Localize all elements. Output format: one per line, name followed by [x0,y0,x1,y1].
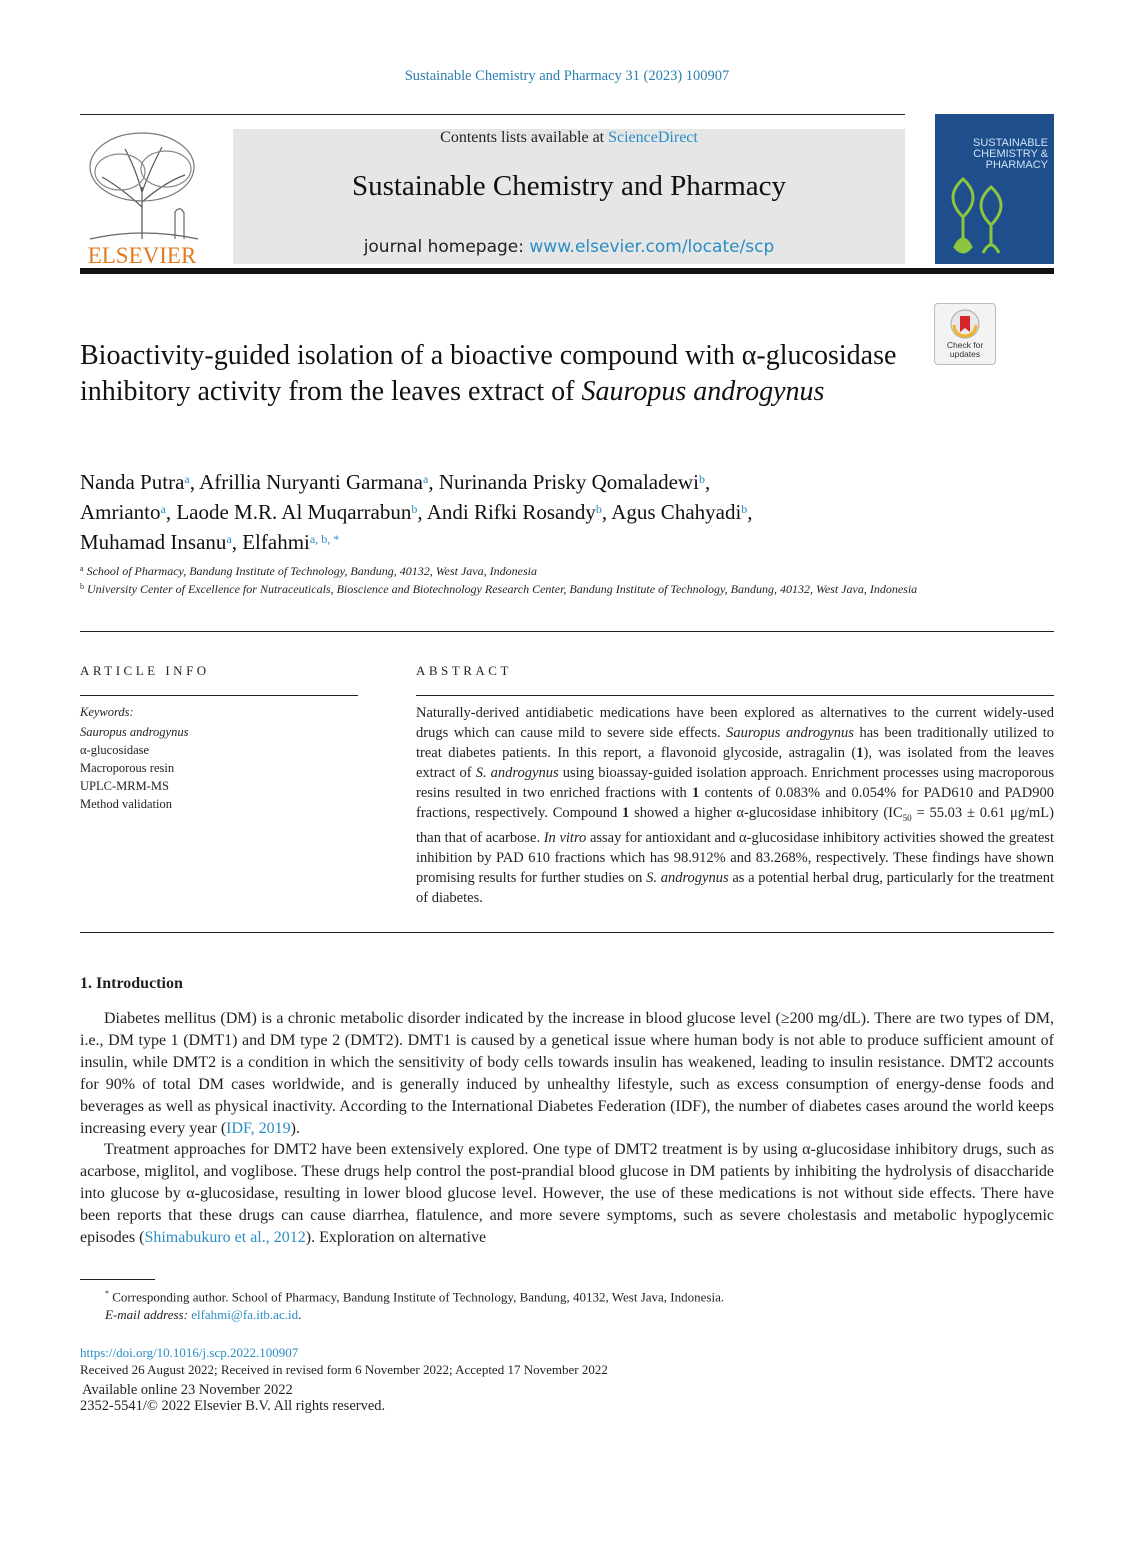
author-list: Nanda Putra$^a$, Afrillia Nuryanti Garmana$^a$, Nurinanda Prisky Qomaladewi$^b$, Amrianto$^a$, Laode M.R. Al Muqarrabun$^b$, Andi Rifki Rosandy$^b$, Agus Chahyadi$^b$, Muhamad Insanu$^a$, Elfahmi$^{a, b, *}$ [80,470,753,554]
leaf-drops-icon [941,159,1021,259]
title-text: Bioactivity-guided isolation of a bioactive compound with α-glucosidase inhibitory activity from the leaves extract of [80,340,897,407]
section-rule [80,932,1054,933]
article-title [80,338,920,410]
contents-line [233,129,905,147]
footnote-rule [80,1279,155,1280]
cover-line: CHEMISTRY & [973,148,1048,160]
journal-title: Sustainable Chemistry and Pharmacy [351,170,787,202]
affiliation-b [80,578,960,598]
title-species: Sauropus androgynus [581,376,825,407]
corresponding-author-note: * Corresponding author. School of Pharmacy, Bandung Institute of Technology, Bandung, 40132, West Java, Indonesia. [105,1289,725,1305]
author[interactable]: Muhamad Insanu$^a$ [80,530,232,554]
intro-paragraph-2: Treatment approaches for DMT2 have been extensively explored. One type of DMT2 treatment is by using α-glucosidase inhibitory drugs, such as acarbose, miglitol, and voglibose. These drugs help control the post-prandial blood glucose in DM patients by inhibiting the hydrolysis of disaccharide into glucose by α-glucosidase, resulting in lower blood glucose level. However, the use of these medications is not without side effects. There have been reports that these drugs can cause diarrhea, flatulence, and more severe symptoms, such as severe cholestasis and metabolic hypoglycemic episodes (Shimabukuro et al., 2012). Exploration on alternative [80,1141,1054,1246]
check-label-line: updates [949,349,981,359]
article-info-rule [80,695,358,696]
homepage-link[interactable]: www.elsevier.com/locate/scp [529,237,775,257]
check-label [935,341,995,359]
copyright: 2352-5541/© 2022 Elsevier B.V. All rights reserved. [80,1398,386,1414]
author[interactable]: Andi Rifki Rosandy$^b$ [426,500,602,524]
check-for-updates-button[interactable] [934,303,996,365]
affiliation-text: University Center of Excellence for Nutraceuticals, Bioscience and Biotechnology Research Center, Bandung Institute of Technology, Bandung, 40132, West Java, Indonesia [87,582,918,596]
journal-cover [935,114,1054,264]
affiliation-text: School of Pharmacy, Bandung Institute of Technology, Bandung, 40132, West Java, Indonesia [86,564,537,578]
affiliation-mark: a [80,564,84,573]
affiliation-mark: b [80,582,84,591]
keyword: UPLC-MRM-MS [80,779,169,793]
author[interactable]: Nurinanda Prisky Qomaladewi$^b$ [438,470,705,494]
introduction-heading: 1. Introduction [80,975,183,992]
check-label-line: Check for [946,340,984,350]
doi-link[interactable]: https://doi.org/10.1016/j.scp.2022.100907 [80,1345,299,1360]
keyword: Method validation [80,797,172,811]
email-link[interactable]: elfahmi@fa.itb.ac.id [191,1307,299,1322]
contents-prefix: Contents lists available at [440,129,609,146]
abstract-rule [416,695,1054,696]
svg-text:ELSEVIER: ELSEVIER [87,243,197,267]
keywords-label: Keywords: [80,705,134,719]
sciencedirect-link[interactable]: ScienceDirect [608,129,698,146]
keyword-list [80,723,188,813]
article-info-heading: ARTICLE INFO [80,663,210,678]
update-badge-icon [949,308,981,340]
keyword: Macroporous resin [80,761,175,775]
intro-paragraph-1: Diabetes mellitus (DM) is a chronic metabolic disorder indicated by the increase in blood glucose level (≥200 mg/dL). There are two types of DM, i.e., DM type 1 (DMT1) and DM type 2 (DMT2). DMT1 is caused by a genetical issue where human body is not able to produce sufficient amount of insulin, while DMT2 is a condition in which the sensitivity of body cells towards insulin has weakened, leading to insulin resistance. DMT2 accounts for 90% of total DM cases worldwide, and is generally induced by unhealthy lifestyle, such as excess consumption of energy-dense foods and beverages as well as physical inactivity. According to the International Diabetes Federation (IDF), the number of diabetes cases around the world keeps increasing every year (IDF, 2019). [80,1010,1054,1137]
header-thick-rule [80,268,1054,274]
citation-link[interactable]: Shimabukuro et al., 2012 [144,1229,306,1246]
available-online: Available online 23 November 2022 [82,1382,293,1398]
citation-link[interactable]: IDF, 2019 [226,1120,291,1137]
received-dates: Received 26 August 2022; Received in revised form 6 November 2022; Accepted 17 November 2022 [80,1362,608,1377]
cover-line: SUSTAINABLE [973,137,1048,149]
author[interactable]: Agus Chahyadi$^b$ [611,500,748,524]
elsevier-tree-icon [80,127,205,267]
homepage-prefix: journal homepage: [363,237,530,257]
abstract-heading: ABSTRACT [416,663,512,678]
abstract-text: Naturally-derived antidiabetic medications have been explored as alternatives to the current widely-used drugs which can cause mild to severe side effects. Sauropus androgynus has been traditionally utilized to treat diabetes patients. In this report, a flavonoid glycoside, astragalin (1), was isolated from the leaves extract of S. androgynus using bioassay-guided isolation approach. Enrichment processes using macroporous resins resulted in two enriched fractions with 1 contents of 0.083% and 0.054% for PAD610 and PAD900 fractions, respectively. Compound 1 showed a higher α-glucosidase inhibitory ($IC_{50} = 55.03 \pm 0.61$ μg/mL) than that of acarbose. In vitro assay for antioxidant and α-glucosidase inhibitory activities showed the greatest inhibition by PAD 610 fractions which has 98.912% and 83.268%, respectively. These findings have shown promising results for further studies on S. androgynus as a potential herbal drug, particularly for the treatment of diabetes. [416,705,1054,906]
homepage-line [233,237,905,257]
author[interactable]: Amrianto$^a$ [80,500,166,524]
email-note: E-mail address: elfahmi@fa.itb.ac.id. [105,1307,302,1322]
author[interactable]: Elfahmi$^{a, b, *}$ [242,530,340,554]
author[interactable]: Laode M.R. Al Muqarrabun$^b$ [176,500,418,524]
header-rule [80,114,905,115]
author[interactable]: Nanda Putra$^a$ [80,470,190,494]
cover-line: PHARMACY [985,159,1048,171]
elsevier-logo [80,127,205,267]
affiliation-a [80,560,960,580]
journal-citation[interactable]: Sustainable Chemistry and Pharmacy 31 (2023) 100907 [404,68,730,84]
author[interactable]: Afrillia Nuryanti Garmana$^a$ [199,470,429,494]
keyword: α-glucosidase [80,743,150,757]
keyword: Sauropus androgynus [80,725,189,739]
section-rule [80,631,1054,632]
